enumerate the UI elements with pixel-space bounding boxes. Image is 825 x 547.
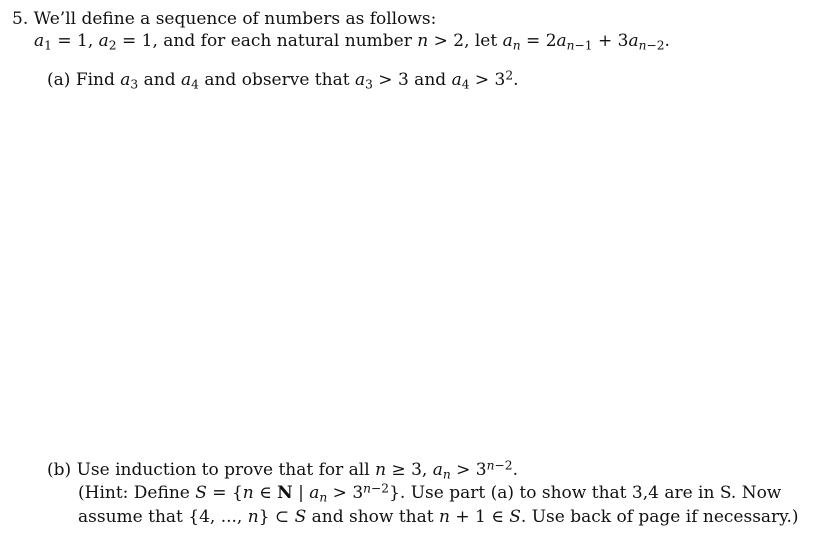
- problem-number: 5.: [12, 9, 29, 29]
- part-b-assume: assume that {4, ..., n} ⊂ S and show that n + 1 ∈ S. Use back of page if necessary.): [78, 507, 799, 527]
- a1-value: 1: [77, 31, 88, 51]
- part-b: (b) Use induction to prove that for all n ≥ 3, $a_n > 3^{n-2}$.: [47, 458, 518, 482]
- hint-prefix: (Hint: Define: [78, 483, 196, 503]
- problem-intro: We’ll define a sequence of numbers as follows:: [33, 9, 437, 29]
- assume-prefix: assume that {4, ...,: [78, 507, 248, 527]
- part-b-text-prove: Use induction to prove that for all: [76, 460, 376, 480]
- part-a-text-and3: and: [408, 70, 452, 90]
- hint-mid: . Use part (a) to show that 3,4 are in S. Now: [399, 483, 782, 503]
- part-a: (a) Find $a_3$ and $a_4$ and observe that $a_3 > 3$ and $a_4 > 3^2$.: [47, 68, 519, 92]
- assume-mid: } ⊂: [258, 507, 295, 527]
- assume-end: . Use back of page if necessary.): [520, 507, 799, 527]
- part-a-text-find: Find: [75, 70, 121, 90]
- answer-space-part-a[interactable]: [47, 100, 787, 450]
- part-b-hint: (Hint: Define S = {n ∈ N | $a_n > 3^{n-2}$}. Use part (a) to show that 3,4 are in S. Now: [78, 481, 782, 505]
- sequence-definition: $a_1 = 1$, $a_2 = 1$, and for each natural number n > 2, let $a_n = 2a_{n-1} + 3a_{n-2}$.: [34, 31, 670, 53]
- problem-heading: [12, 8, 436, 30]
- part-b-label: (b): [47, 460, 72, 480]
- definition-text-let: , let: [464, 31, 503, 51]
- part-a-label: (a): [47, 70, 71, 90]
- a2-value: 1: [141, 31, 153, 51]
- part-a-text-and2: and observe that: [198, 70, 355, 90]
- definition-text-and: , and for each natural number: [152, 31, 418, 51]
- assume-show: and show that: [306, 507, 440, 527]
- part-a-text-and1: and: [138, 70, 181, 90]
